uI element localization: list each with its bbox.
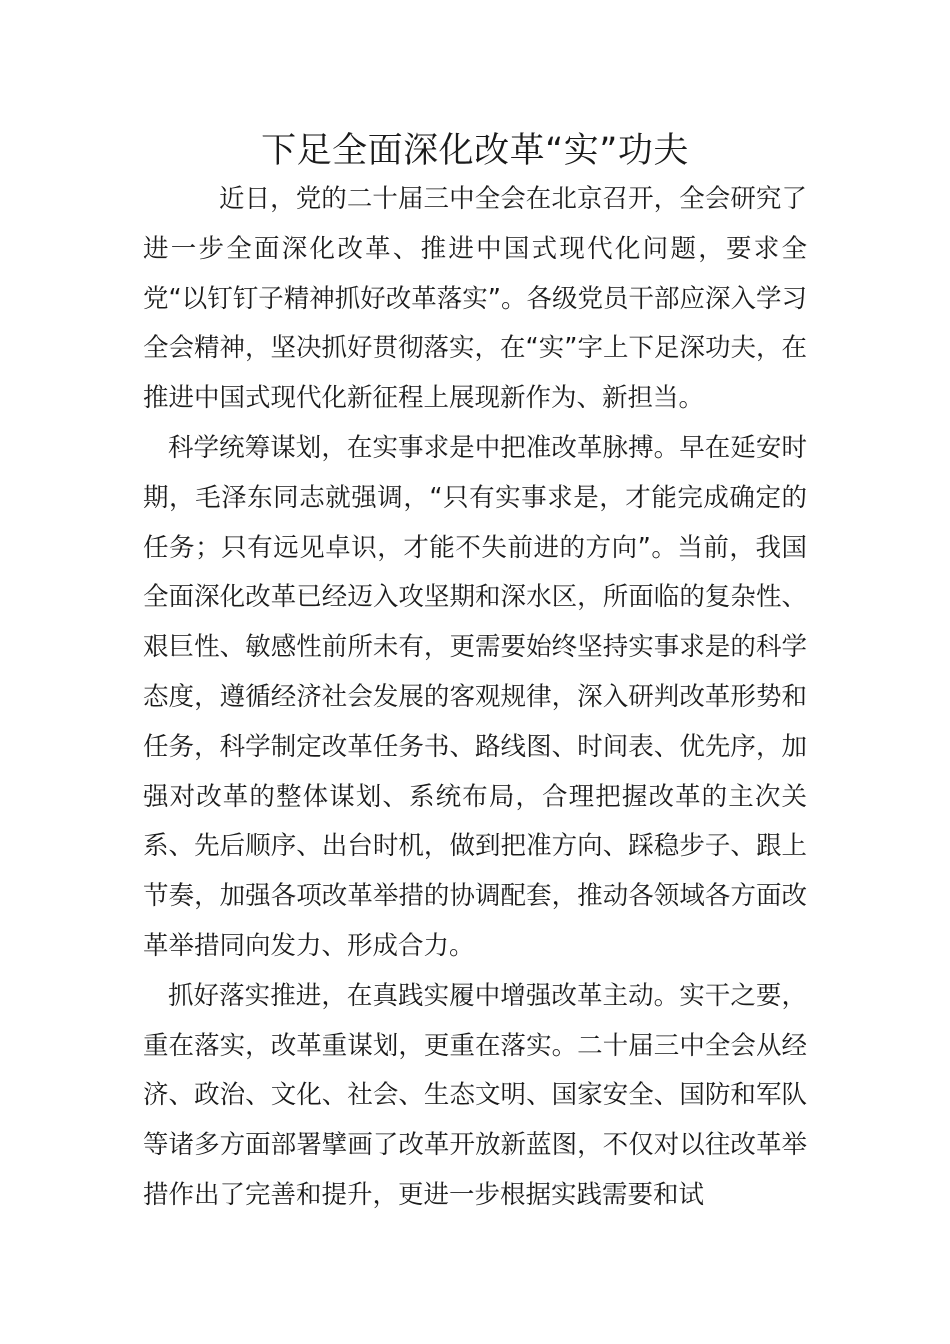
document-body [143,175,807,1221]
paragraph-intro: 近日，党的二十届三中全会在北京召开，全会研究了进一步全面深化改革、推进中国式现代化问题，要求全党“以钉钉子精神抓好改革落实”。各级党员干部应深入学习全会精神，坚决抓好贯彻落实，在“实”字上下足深功夫，在推进中国式现代化新征程上展现新作为、新担当。 [143,184,807,414]
document-title: 下足全面深化改革“实”功夫 [261,131,689,171]
paragraph-implementation: 抓好落实推进，在真践实履中增强改革主动。实干之要，重在落实，改革重谋划，更重在落实。二十届三中全会从经济、政治、文化、社会、生态文明、国家安全、国防和军队等诸多方面部署擘画了改革开放新蓝图，不仅对以往改革举措作出了完善和提升，更进一步根据实践需要和试 [143,980,807,1210]
paragraph-planning: 科学统筹谋划，在实事求是中把准改革脉搏。早在延安时期，毛泽东同志就强调，“只有实事求是，才能完成确定的任务；只有远见卓识，才能不失前进的方向”。当前，我国全面深化改革已经迈入攻坚期和深水区，所面临的复杂性、艰巨性、敏感性前所未有，更需要始终坚持实事求是的科学态度，遵循经济社会发展的客观规律，深入研判改革形势和任务，科学制定改革任务书、路线图、时间表、优先序，加强对改革的整体谋划、系统布局，合理把握改革的主次关系、先后顺序、出台时机，做到把准方向、踩稳步子、跟上节奏，加强各项改革举措的协调配套，推动各领域各方面改革举措同向发力、形成合力。 [143,432,807,961]
